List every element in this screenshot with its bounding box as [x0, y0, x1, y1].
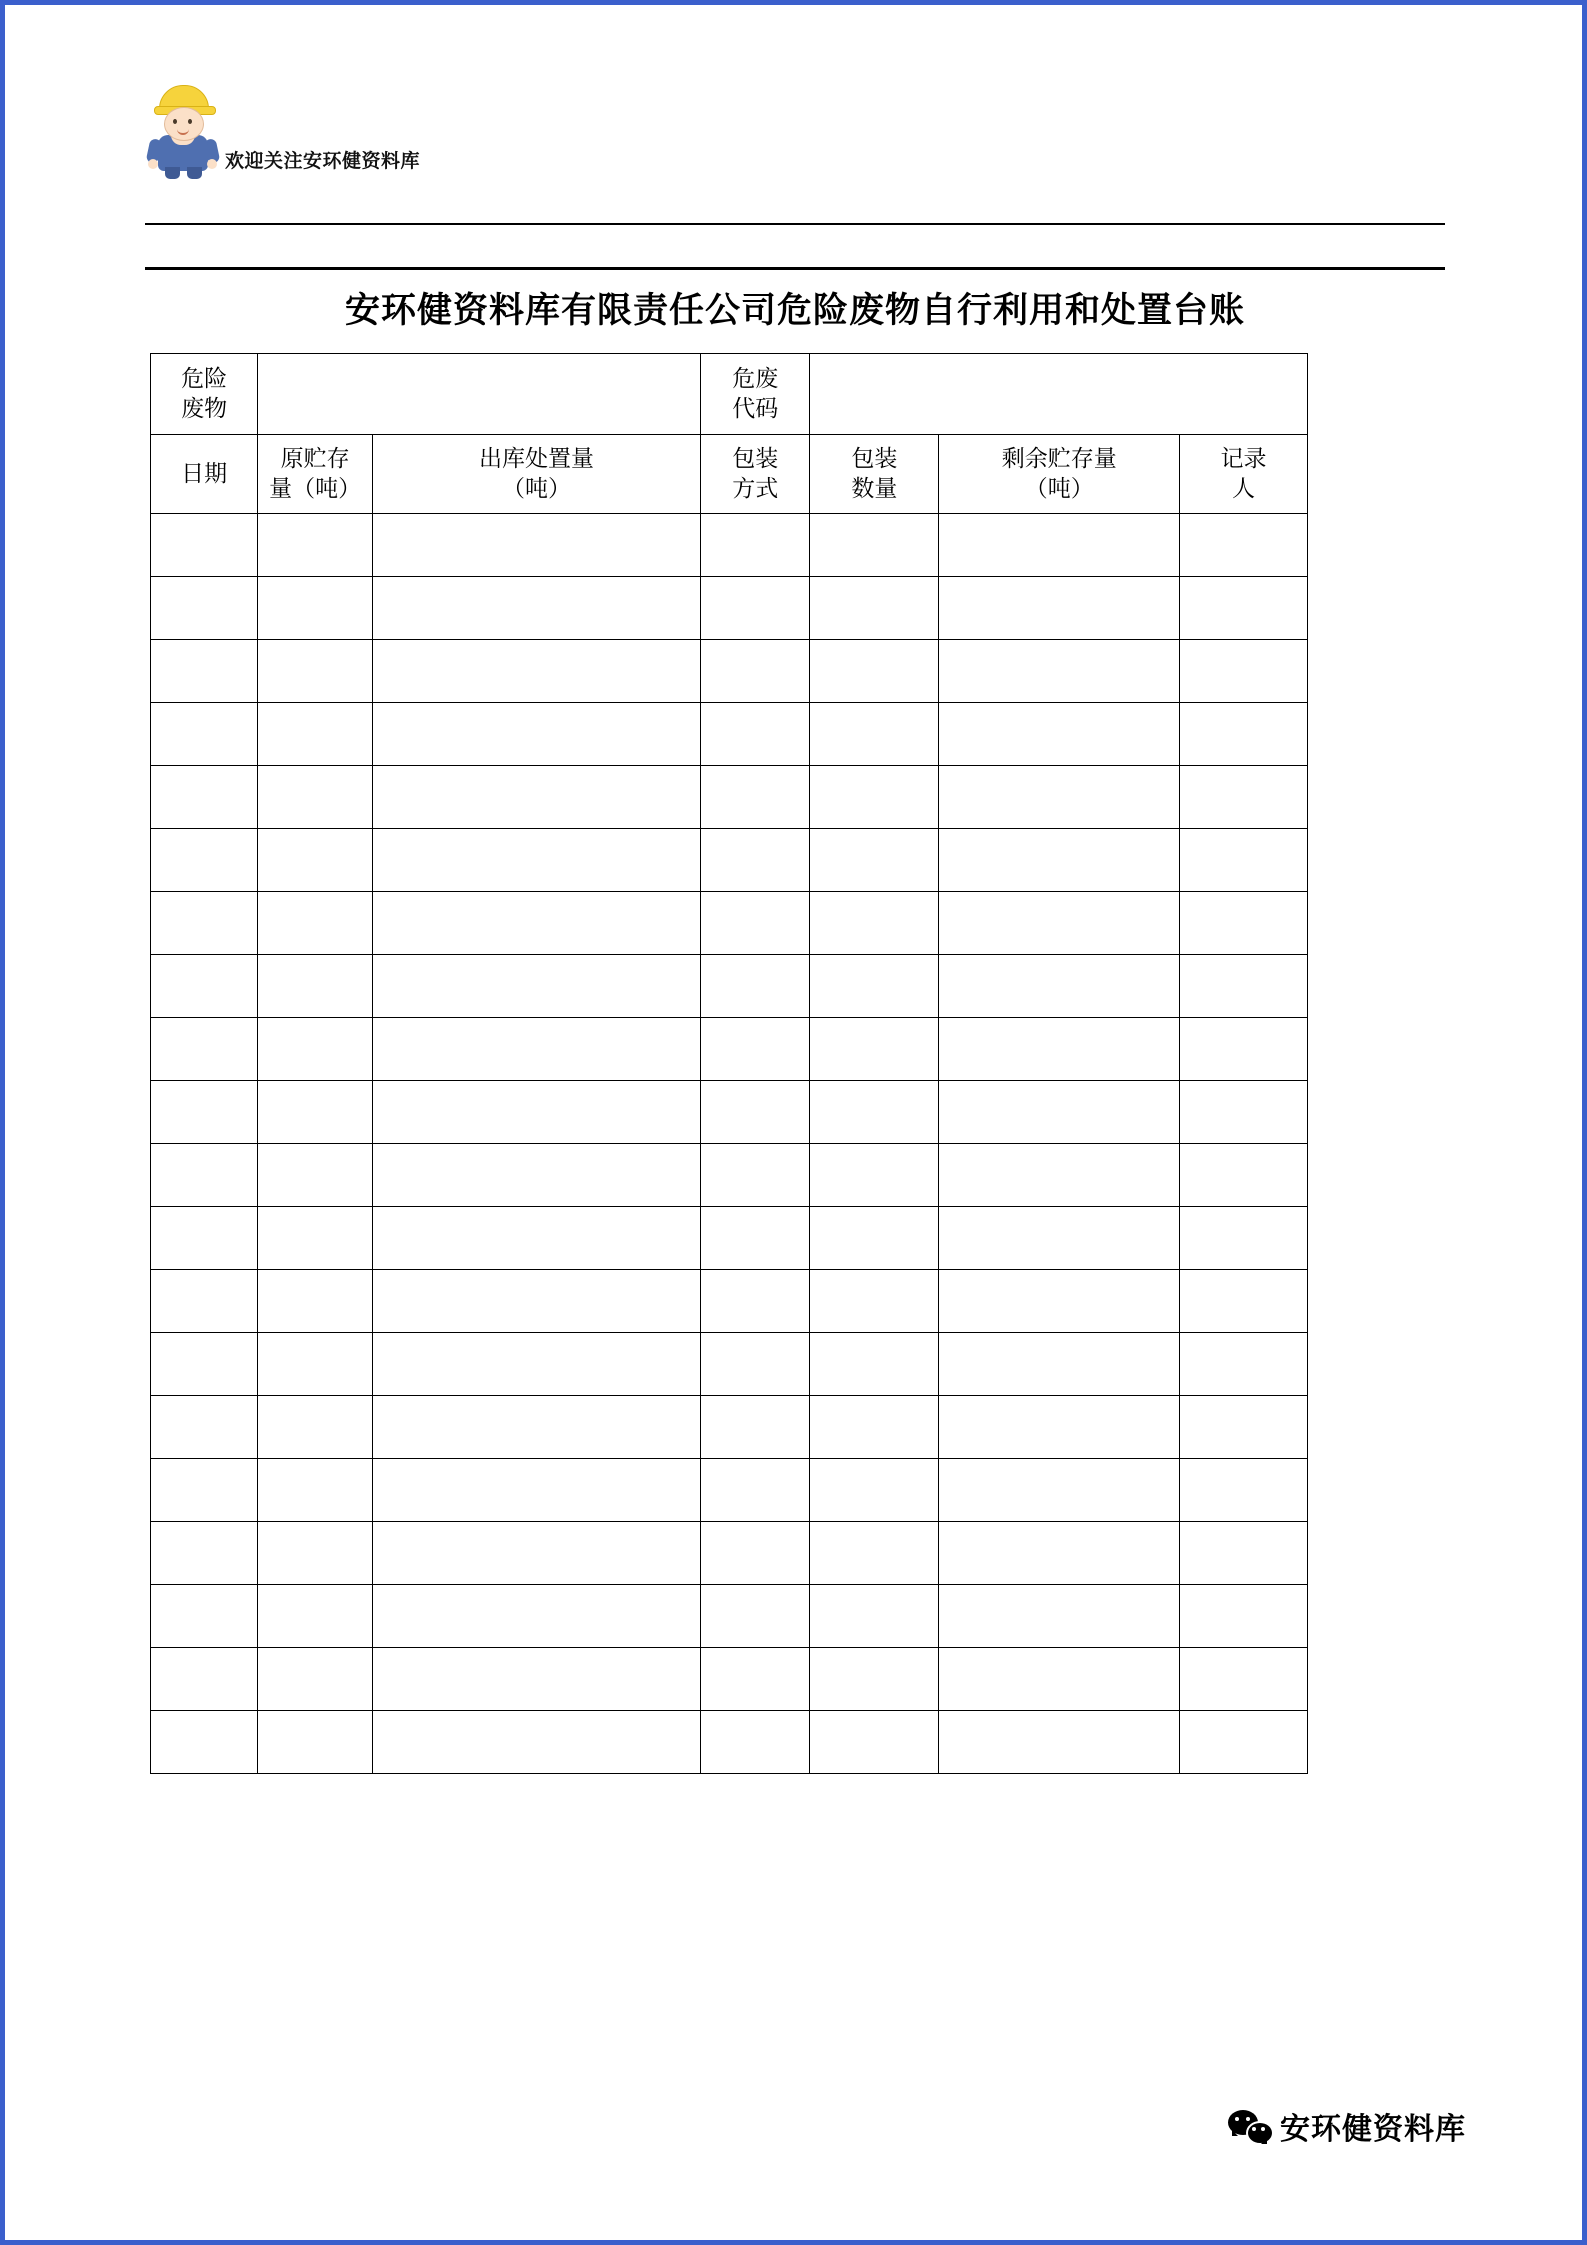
table-cell[interactable] — [258, 1396, 373, 1459]
table-cell[interactable] — [151, 1333, 258, 1396]
table-cell[interactable] — [372, 892, 700, 955]
page-title: 安环健资料库有限责任公司危险废物自行利用和处置台账 — [344, 291, 1245, 330]
table-cell[interactable] — [258, 955, 373, 1018]
table-cell[interactable] — [939, 1207, 1180, 1270]
header-cell-hazard-code — [701, 354, 810, 435]
ledger-table — [150, 353, 1308, 1774]
table-cell[interactable] — [258, 1522, 373, 1585]
table-cell[interactable] — [701, 1333, 810, 1396]
table-cell[interactable] — [258, 703, 373, 766]
header-line-2: 方式 — [732, 476, 779, 501]
table-header-row-2 — [151, 435, 1308, 514]
header-line-2: （吨） — [1024, 476, 1094, 501]
header-line-1: 危险 — [181, 366, 228, 392]
table-row — [151, 703, 1308, 766]
column-header-packaging-method — [701, 435, 810, 514]
table-row — [151, 1207, 1308, 1270]
table-cell[interactable] — [372, 1648, 700, 1711]
table-cell[interactable] — [372, 955, 700, 1018]
header-line-2: 废物 — [181, 396, 228, 421]
table-cell[interactable] — [1179, 1585, 1307, 1648]
table-cell[interactable] — [701, 1522, 810, 1585]
table-cell[interactable] — [372, 1207, 700, 1270]
header-line-2: 数量 — [851, 476, 898, 501]
table-cell[interactable] — [1179, 703, 1307, 766]
table-cell[interactable] — [939, 892, 1180, 955]
table-cell[interactable] — [258, 1018, 373, 1081]
page-header — [145, 83, 1445, 203]
table-cell[interactable] — [151, 514, 258, 577]
table-cell[interactable] — [810, 1522, 939, 1585]
table-cell[interactable] — [372, 1018, 700, 1081]
table-cell[interactable] — [701, 829, 810, 892]
table-cell[interactable] — [151, 1081, 258, 1144]
table-row — [151, 955, 1308, 1018]
table-cell[interactable] — [701, 1270, 810, 1333]
table-cell[interactable] — [372, 1711, 700, 1774]
column-header-original-storage — [258, 435, 373, 514]
table-cell[interactable] — [258, 1585, 373, 1648]
table-cell[interactable] — [939, 1333, 1180, 1396]
table-cell[interactable] — [810, 514, 939, 577]
table-cell[interactable] — [701, 640, 810, 703]
table-cell[interactable] — [151, 703, 258, 766]
table-cell[interactable] — [258, 829, 373, 892]
table-row — [151, 640, 1308, 703]
table-cell[interactable] — [151, 1144, 258, 1207]
table-header-row-1 — [151, 354, 1308, 435]
table-cell[interactable] — [151, 1207, 258, 1270]
table-cell[interactable] — [1179, 892, 1307, 955]
table-cell[interactable] — [701, 577, 810, 640]
title-top-divider — [145, 267, 1445, 270]
table-cell[interactable] — [810, 1270, 939, 1333]
table-cell[interactable] — [1179, 1270, 1307, 1333]
table-row — [151, 1081, 1308, 1144]
table-cell[interactable] — [151, 640, 258, 703]
table-cell[interactable] — [1179, 955, 1307, 1018]
table-row — [151, 1018, 1308, 1081]
table-cell[interactable] — [701, 1711, 810, 1774]
table-cell[interactable] — [1179, 1144, 1307, 1207]
table-cell[interactable] — [258, 1648, 373, 1711]
table-cell[interactable] — [939, 1585, 1180, 1648]
header-line-1: 危废 — [732, 366, 779, 392]
table-cell[interactable] — [939, 1648, 1180, 1711]
header-divider — [145, 223, 1445, 225]
table-cell[interactable] — [258, 1081, 373, 1144]
table-cell[interactable] — [258, 1207, 373, 1270]
table-row — [151, 1270, 1308, 1333]
table-cell[interactable] — [258, 766, 373, 829]
ledger-table-wrapper — [150, 353, 1308, 1774]
table-cell[interactable] — [810, 1396, 939, 1459]
table-cell[interactable] — [258, 514, 373, 577]
table-cell[interactable] — [1179, 766, 1307, 829]
table-cell[interactable] — [701, 703, 810, 766]
column-header-date — [151, 435, 258, 514]
table-cell[interactable] — [1179, 1459, 1307, 1522]
table-cell[interactable] — [701, 1396, 810, 1459]
table-cell[interactable] — [701, 892, 810, 955]
table-cell[interactable] — [810, 766, 939, 829]
table-cell[interactable] — [701, 1018, 810, 1081]
column-header-remaining-storage — [939, 435, 1180, 514]
table-cell[interactable] — [372, 1270, 700, 1333]
table-cell[interactable] — [810, 1459, 939, 1522]
table-cell[interactable] — [258, 1144, 373, 1207]
table-cell[interactable] — [372, 703, 700, 766]
table-cell[interactable] — [372, 766, 700, 829]
header-line-1: 包装 — [851, 446, 898, 472]
table-cell[interactable] — [810, 1018, 939, 1081]
table-cell[interactable] — [939, 1081, 1180, 1144]
table-cell[interactable] — [372, 1081, 700, 1144]
header-line-2: 代码 — [732, 396, 779, 421]
table-cell[interactable] — [151, 892, 258, 955]
table-row — [151, 1711, 1308, 1774]
header-line-2: 人 — [1231, 476, 1255, 501]
table-cell[interactable] — [372, 1522, 700, 1585]
table-cell[interactable] — [1179, 1711, 1307, 1774]
table-cell[interactable] — [372, 577, 700, 640]
table-cell[interactable] — [372, 1585, 700, 1648]
table-cell[interactable] — [939, 1396, 1180, 1459]
header-line-1: 出库处置量 — [479, 446, 594, 472]
table-cell[interactable] — [701, 514, 810, 577]
wechat-icon — [1228, 2108, 1270, 2144]
footer-account-badge — [1228, 2104, 1466, 2148]
table-row — [151, 892, 1308, 955]
table-cell[interactable] — [701, 1207, 810, 1270]
table-cell[interactable] — [939, 640, 1180, 703]
table-cell[interactable] — [810, 1207, 939, 1270]
column-header-outbound-disposal — [372, 435, 700, 514]
table-cell[interactable] — [1179, 1333, 1307, 1396]
table-cell[interactable] — [258, 892, 373, 955]
table-cell[interactable] — [810, 577, 939, 640]
table-cell[interactable] — [939, 1459, 1180, 1522]
table-row — [151, 1333, 1308, 1396]
table-row — [151, 1648, 1308, 1711]
table-cell[interactable] — [1179, 1396, 1307, 1459]
header-cell-hazard-code-value[interactable] — [810, 354, 1308, 435]
table-row — [151, 766, 1308, 829]
table-row — [151, 829, 1308, 892]
table-cell[interactable] — [939, 1270, 1180, 1333]
table-cell[interactable] — [701, 1585, 810, 1648]
table-cell[interactable] — [810, 1585, 939, 1648]
table-row — [151, 1396, 1308, 1459]
table-row — [151, 514, 1308, 577]
table-row — [151, 1144, 1308, 1207]
table-cell[interactable] — [258, 1459, 373, 1522]
header-line-1: 原贮存 — [280, 446, 350, 472]
table-cell[interactable] — [1179, 1081, 1307, 1144]
table-cell[interactable] — [701, 955, 810, 1018]
table-cell[interactable] — [1179, 577, 1307, 640]
table-cell[interactable] — [939, 829, 1180, 892]
table-cell[interactable] — [1179, 1018, 1307, 1081]
table-cell[interactable] — [810, 1144, 939, 1207]
header-cell-hazard-waste-value[interactable] — [258, 354, 701, 435]
table-cell[interactable] — [810, 640, 939, 703]
column-header-recorder — [1179, 435, 1307, 514]
table-cell[interactable] — [151, 1648, 258, 1711]
table-cell[interactable] — [151, 1459, 258, 1522]
table-body — [151, 514, 1308, 1774]
table-cell[interactable] — [151, 1522, 258, 1585]
table-cell[interactable] — [151, 1711, 258, 1774]
table-cell[interactable] — [372, 640, 700, 703]
table-cell[interactable] — [939, 514, 1180, 577]
table-cell[interactable] — [939, 1711, 1180, 1774]
table-cell[interactable] — [810, 892, 939, 955]
table-cell[interactable] — [258, 1333, 373, 1396]
header-line-2: （吨） — [502, 476, 571, 501]
table-cell[interactable] — [372, 514, 700, 577]
table-cell[interactable] — [939, 703, 1180, 766]
header-line-2: 量（吨） — [269, 476, 362, 501]
table-row — [151, 577, 1308, 640]
table-cell[interactable] — [372, 1396, 700, 1459]
table-cell[interactable] — [258, 640, 373, 703]
header-line-1: 日期 — [181, 461, 228, 487]
header-line-1: 包装 — [732, 446, 779, 472]
page-sheet — [5, 5, 1582, 2240]
table-cell[interactable] — [810, 955, 939, 1018]
table-cell[interactable] — [810, 1711, 939, 1774]
table-cell[interactable] — [939, 1144, 1180, 1207]
table-cell[interactable] — [372, 1459, 700, 1522]
table-row — [151, 1459, 1308, 1522]
table-cell[interactable] — [372, 1333, 700, 1396]
table-cell[interactable] — [1179, 829, 1307, 892]
table-row — [151, 1522, 1308, 1585]
table-cell[interactable] — [810, 1081, 939, 1144]
table-cell[interactable] — [1179, 1522, 1307, 1585]
table-cell[interactable] — [258, 1270, 373, 1333]
table-cell[interactable] — [939, 766, 1180, 829]
table-cell[interactable] — [151, 955, 258, 1018]
table-cell[interactable] — [1179, 1207, 1307, 1270]
table-row — [151, 1585, 1308, 1648]
table-cell[interactable] — [939, 955, 1180, 1018]
header-cell-hazard-waste — [151, 354, 258, 435]
table-cell[interactable] — [1179, 1648, 1307, 1711]
table-cell[interactable] — [151, 577, 258, 640]
table-cell[interactable] — [810, 703, 939, 766]
table-cell[interactable] — [151, 1270, 258, 1333]
worker-mascot-icon — [145, 83, 223, 179]
table-cell[interactable] — [810, 1648, 939, 1711]
table-cell[interactable] — [372, 1144, 700, 1207]
header-line-1: 剩余贮存量 — [1001, 446, 1117, 472]
header-promo-text: 欢迎关注安环健资料库 — [225, 151, 421, 172]
header-line-1: 记录 — [1220, 446, 1267, 472]
table-cell[interactable] — [810, 1333, 939, 1396]
table-cell[interactable] — [701, 1081, 810, 1144]
table-cell[interactable] — [372, 829, 700, 892]
table-cell[interactable] — [151, 1585, 258, 1648]
table-cell[interactable] — [939, 577, 1180, 640]
table-cell[interactable] — [151, 766, 258, 829]
table-cell[interactable] — [701, 1459, 810, 1522]
table-cell[interactable] — [701, 766, 810, 829]
table-cell[interactable] — [1179, 514, 1307, 577]
table-cell[interactable] — [258, 1711, 373, 1774]
table-cell[interactable] — [810, 829, 939, 892]
table-cell[interactable] — [939, 1522, 1180, 1585]
table-cell[interactable] — [939, 1018, 1180, 1081]
table-cell[interactable] — [701, 1144, 810, 1207]
table-cell[interactable] — [151, 1396, 258, 1459]
table-cell[interactable] — [151, 829, 258, 892]
table-cell[interactable] — [258, 577, 373, 640]
table-cell[interactable] — [151, 1018, 258, 1081]
column-header-packaging-quantity — [810, 435, 939, 514]
table-cell[interactable] — [701, 1648, 810, 1711]
table-cell[interactable] — [1179, 640, 1307, 703]
footer-account-name: 安环健资料库 — [1280, 2113, 1466, 2146]
